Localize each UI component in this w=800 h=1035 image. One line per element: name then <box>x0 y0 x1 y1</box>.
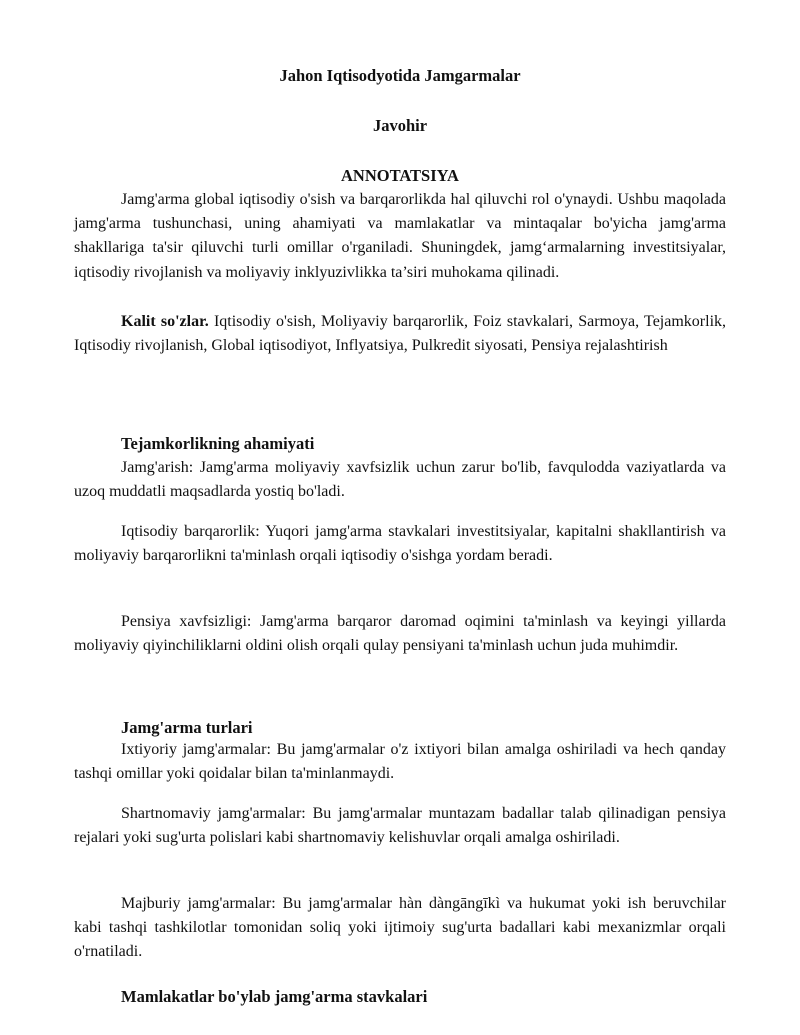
abstract-paragraph: Jamg'arma global iqtisodiy o'sish va barqarorlikda hal qiluvchi rol o'ynaydi. Ushbu maqolada jamg'arma tushunchasi, uning ahamiyati va mamlakatlar va mintaqalar bo'yicha jamg'arma shakllariga ta'sir qiluvchi turli omillar o'rganiladi. Shuningdek, jamg‘armalarning investitsiyalar, iqtisodiy rivojlanish va moliyaviy inklyuzivlikka ta’siri muhokama qilinadi. <box>74 191 726 281</box>
document-author: Javohir <box>372 116 428 135</box>
document-title: Jahon Iqtisodyotida Jamgarmalar <box>279 66 521 85</box>
abstract-heading: ANNOTATSIYA <box>341 166 459 185</box>
section-heading: Tejamkorlikning ahamiyati <box>121 434 315 453</box>
section-heading: Mamlakatlar bo'ylab jamg'arma stavkalari <box>121 987 428 1006</box>
body-paragraph: Majburiy jamg'armalar: Bu jamg'armalar hàn dàngāngīkì va hukumat yoki ish beruvchilar kabi tashqi tashkilotlar tomonidan soliq yoki ijtimoiy sug'urta badallari kabi mexanizmlar orqali o'rnatiladi. <box>74 895 726 961</box>
keywords-paragraph <box>74 310 726 358</box>
body-paragraph: Shartnomaviy jamg'armalar: Bu jamg'armalar muntazam badallar talab qilinadigan pensiya rejalari yoki sug'urta polislari kabi shartnomaviy kelishuvlar orqali amalga oshiriladi. <box>74 805 726 847</box>
keywords-list: Iqtisodiy o'sish, Moliyaviy barqarorlik, Foiz stavkalari, Sarmoya, Tejamkorlik, Iqtisodiy rivojlanish, Global iqtisodiyot, Inflyatsiya, Pulkredit siyosati, Pensiya rejalashtirish <box>74 313 727 355</box>
body-paragraph: Pensiya xavfsizligi: Jamg'arma barqaror daromad oqimini ta'minlash va keyingi yillarda moliyaviy qiyinchiliklarni oldini olish orqali qulay pensiyani ta'minlash uchun juda muhimdir. <box>74 613 726 655</box>
body-paragraph: Jamg'arish: Jamg'arma moliyaviy xavfsizlik uchun zarur bo'lib, favqulodda vaziyatlarda va uzoq muddatli maqsadlarda yostiq bo'ladi. <box>74 459 726 501</box>
body-paragraph: Ixtiyoriy jamg'armalar: Bu jamg'armalar o'z ixtiyori bilan amalga oshiriladi va hech qanday tashqi omillar yoki qoidalar bilan ta'minlanmaydi. <box>74 741 726 783</box>
section-heading: Jamg'arma turlari <box>121 718 253 737</box>
keywords-label: Kalit so'zlar. <box>121 313 209 330</box>
body-paragraph: Iqtisodiy barqarorlik: Yuqori jamg'arma stavkalari investitsiyalar, kapitalni shakllantirish va moliyaviy barqarorlikni ta'minlash orqali iqtisodiy o'sishga yordam beradi. <box>74 523 726 565</box>
